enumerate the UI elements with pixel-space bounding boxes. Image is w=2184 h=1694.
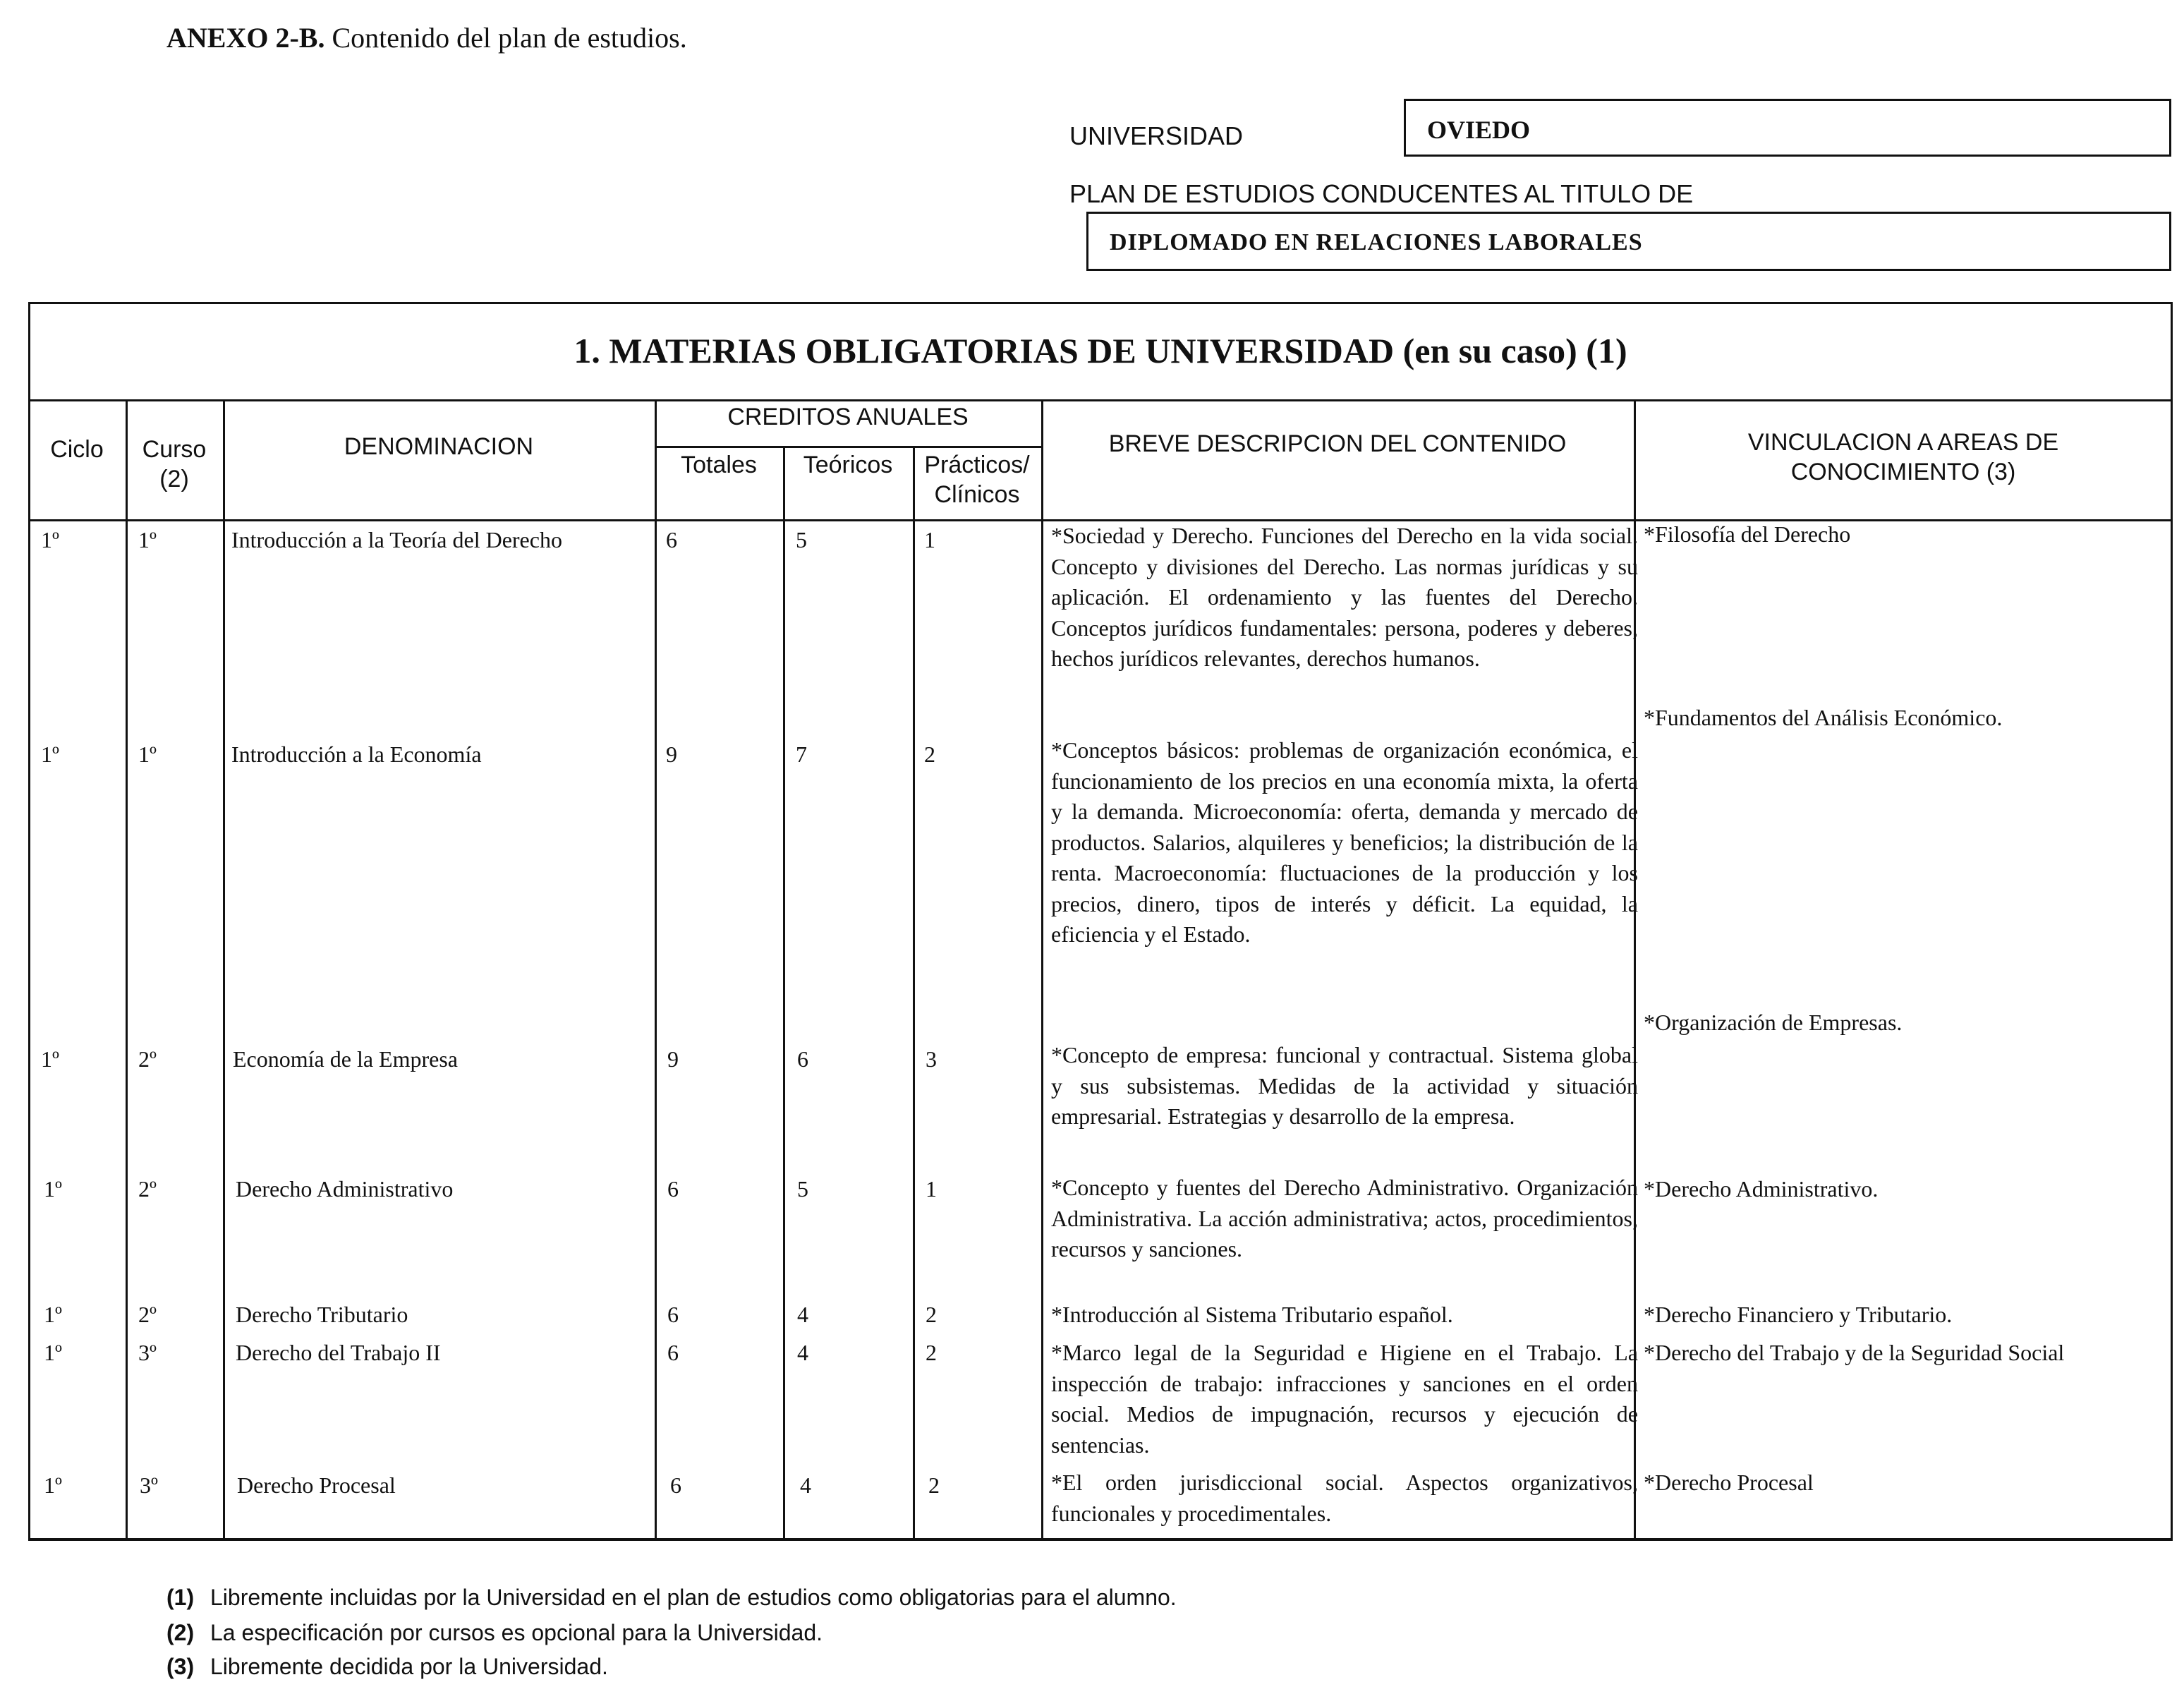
col-header-teoricos: Teóricos	[803, 452, 893, 478]
annex-heading	[166, 21, 687, 54]
footnote	[166, 1650, 608, 1683]
col-divider-totales	[783, 446, 785, 1539]
cell-totales: 6	[667, 1302, 679, 1327]
cell-area: *Filosofía del Derecho	[1644, 521, 1851, 547]
footnote-text: Libremente decidida por la Universidad.	[210, 1654, 608, 1679]
cell-teoricos: 5	[796, 527, 807, 552]
col-divider-ciclo	[126, 399, 128, 1539]
cell-practicos: 2	[924, 742, 935, 767]
cell-area: *Derecho Administrativo.	[1644, 1176, 1879, 1202]
col-divider-creditos	[1041, 399, 1043, 1539]
annex-label: ANEXO 2-B.	[166, 22, 325, 54]
cell-denominacion: Derecho del Trabajo II	[236, 1340, 441, 1365]
titulo-box: DIPLOMADO EN RELACIONES LABORALES	[1086, 212, 2171, 271]
cell-curso: 1º	[138, 742, 157, 767]
cell-area: *Organización de Empresas.	[1644, 1010, 1903, 1035]
footnote	[166, 1580, 1177, 1614]
cell-area: *Derecho del Trabajo y de la Seguridad Social	[1644, 1340, 2065, 1365]
cell-practicos: 2	[926, 1340, 937, 1365]
col-header-practicos: Prácticos/	[924, 452, 1030, 478]
annex-text: Contenido del plan de estudios.	[332, 22, 687, 54]
cell-descripcion: *Conceptos básicos: problemas de organización económica, el funcionamiento de los precios en una economía mixta, la oferta y la demanda. Microeconomía: oferta, demanda y mercado de productos. Salarios, alquileres y beneficios; la distribución de la renta. Macroeconomía: fluctuaciones de la producción y los precios, dinero, tipos de interés y déficit. La equidad, la eficiencia y el Estado.	[1051, 737, 1638, 947]
footnote-text: La especificación por cursos es opcional para la Universidad.	[210, 1620, 823, 1645]
col-header-totales: Totales	[681, 452, 757, 478]
col-divider-teoricos	[913, 446, 915, 1539]
cell-practicos: 3	[926, 1046, 937, 1072]
cell-denominacion: Derecho Administrativo	[236, 1176, 454, 1202]
cell-teoricos: 4	[797, 1302, 808, 1327]
col-header-descripcion: BREVE DESCRIPCION DEL CONTENIDO	[1108, 430, 1567, 457]
footnote-mark: (2)	[166, 1620, 195, 1645]
cell-curso: 3º	[140, 1472, 158, 1498]
footnote-mark: (1)	[166, 1585, 195, 1610]
cell-teoricos: 4	[800, 1472, 811, 1498]
cell-ciclo: 1º	[44, 1302, 62, 1327]
cell-descripcion: *Introducción al Sistema Tributario español.	[1051, 1302, 1453, 1327]
cell-ciclo: 1º	[44, 1176, 62, 1202]
cell-area: *Derecho Procesal	[1644, 1470, 1814, 1495]
cell-area: *Fundamentos del Análisis Económico.	[1644, 705, 2003, 730]
cell-totales: 9	[666, 742, 677, 767]
footnote-mark: (3)	[166, 1654, 195, 1679]
cell-ciclo: 1º	[44, 1340, 62, 1365]
cell-practicos: 2	[928, 1472, 940, 1498]
table-bottom-rule	[28, 1538, 2173, 1541]
col-header-conocimiento: CONOCIMIENTO (3)	[1790, 459, 2016, 485]
cell-ciclo: 1º	[41, 527, 59, 552]
cell-ciclo: 1º	[41, 1046, 59, 1072]
cell-teoricos: 5	[797, 1176, 808, 1202]
cell-denominacion: Derecho Tributario	[236, 1302, 408, 1327]
cell-practicos: 2	[926, 1302, 937, 1327]
col-header-creditos: CREDITOS ANUALES	[727, 404, 969, 430]
cell-descripcion: *Sociedad y Derecho. Funciones del Derecho en la vida social. Concepto y divisiones del Derecho. Las normas jurídicas y su aplicación. El ordenamiento y las fuentes del Derecho. Conceptos jurídicos fundamentales: persona, poderes y deberes, hechos jurídicos relevantes, derechos humanos.	[1051, 523, 1638, 671]
col-header-clinicos: Clínicos	[934, 481, 1020, 508]
credits-separator	[655, 446, 1041, 448]
title-separator	[28, 399, 2173, 401]
footnote	[166, 1616, 823, 1650]
col-header-curso-note: (2)	[159, 466, 189, 492]
col-divider-curso	[223, 399, 225, 1539]
cell-teoricos: 6	[797, 1046, 808, 1072]
cell-curso: 2º	[138, 1176, 157, 1202]
cell-curso: 2º	[138, 1302, 157, 1327]
cell-totales: 9	[667, 1046, 679, 1072]
cell-teoricos: 4	[797, 1340, 808, 1365]
col-header-curso: Curso	[142, 436, 207, 463]
cell-teoricos: 7	[796, 742, 807, 767]
cell-denominacion: Derecho Procesal	[237, 1472, 396, 1498]
footnote-text: Libremente incluidas por la Universidad en el plan de estudios como obligatorias para el alumno.	[210, 1585, 1177, 1610]
col-header-ciclo: Ciclo	[50, 436, 104, 463]
cell-descripcion: *El orden jurisdiccional social. Aspectos organizativos, funcionales y procedimentales.	[1051, 1470, 1638, 1526]
cell-ciclo: 1º	[41, 742, 59, 767]
cell-practicos: 1	[926, 1176, 937, 1202]
plan-label: PLAN DE ESTUDIOS CONDUCENTES AL TITULO DE	[1069, 179, 1694, 208]
cell-practicos: 1	[924, 527, 935, 552]
cell-descripcion: *Concepto y fuentes del Derecho Administrativo. Organización Administrativa. La acción administrativa; actos, procedimientos, recursos y sanciones.	[1051, 1175, 1638, 1262]
section-title: 1. MATERIAS OBLIGATORIAS DE UNIVERSIDAD (en su caso) (1)	[574, 331, 1627, 370]
cell-totales: 6	[666, 527, 677, 552]
col-header-denominacion: DENOMINACION	[344, 433, 534, 460]
cell-totales: 6	[667, 1340, 679, 1365]
cell-area: *Derecho Financiero y Tributario.	[1644, 1302, 1953, 1327]
cell-denominacion: Introducción a la Economía	[231, 742, 482, 767]
cell-denominacion: Economía de la Empresa	[233, 1046, 458, 1072]
cell-totales: 6	[667, 1176, 679, 1202]
universidad-label: UNIVERSIDAD	[1069, 121, 1244, 150]
cell-descripcion: *Marco legal de la Seguridad e Higiene en el Trabajo. La inspección de trabajo: infracciones y sanciones en el orden social. Medios de impugnación, recursos y ejecución de sentencias.	[1051, 1340, 1638, 1458]
cell-curso: 1º	[138, 527, 157, 552]
cell-denominacion: Introducción a la Teoría del Derecho	[231, 527, 562, 552]
cell-curso: 2º	[138, 1046, 157, 1072]
cell-ciclo: 1º	[44, 1472, 62, 1498]
col-header-vinculacion: VINCULACION A AREAS DE	[1747, 429, 2059, 456]
cell-curso: 3º	[138, 1340, 157, 1365]
col-divider-denominacion	[655, 399, 657, 1539]
cell-descripcion: *Concepto de empresa: funcional y contractual. Sistema global y sus subsistemas. Medidas de la actividad y situación empresarial. Estrategias y desarrollo de la empresa.	[1051, 1042, 1638, 1129]
cell-totales: 6	[670, 1472, 681, 1498]
universidad-box: OVIEDO	[1404, 99, 2171, 157]
